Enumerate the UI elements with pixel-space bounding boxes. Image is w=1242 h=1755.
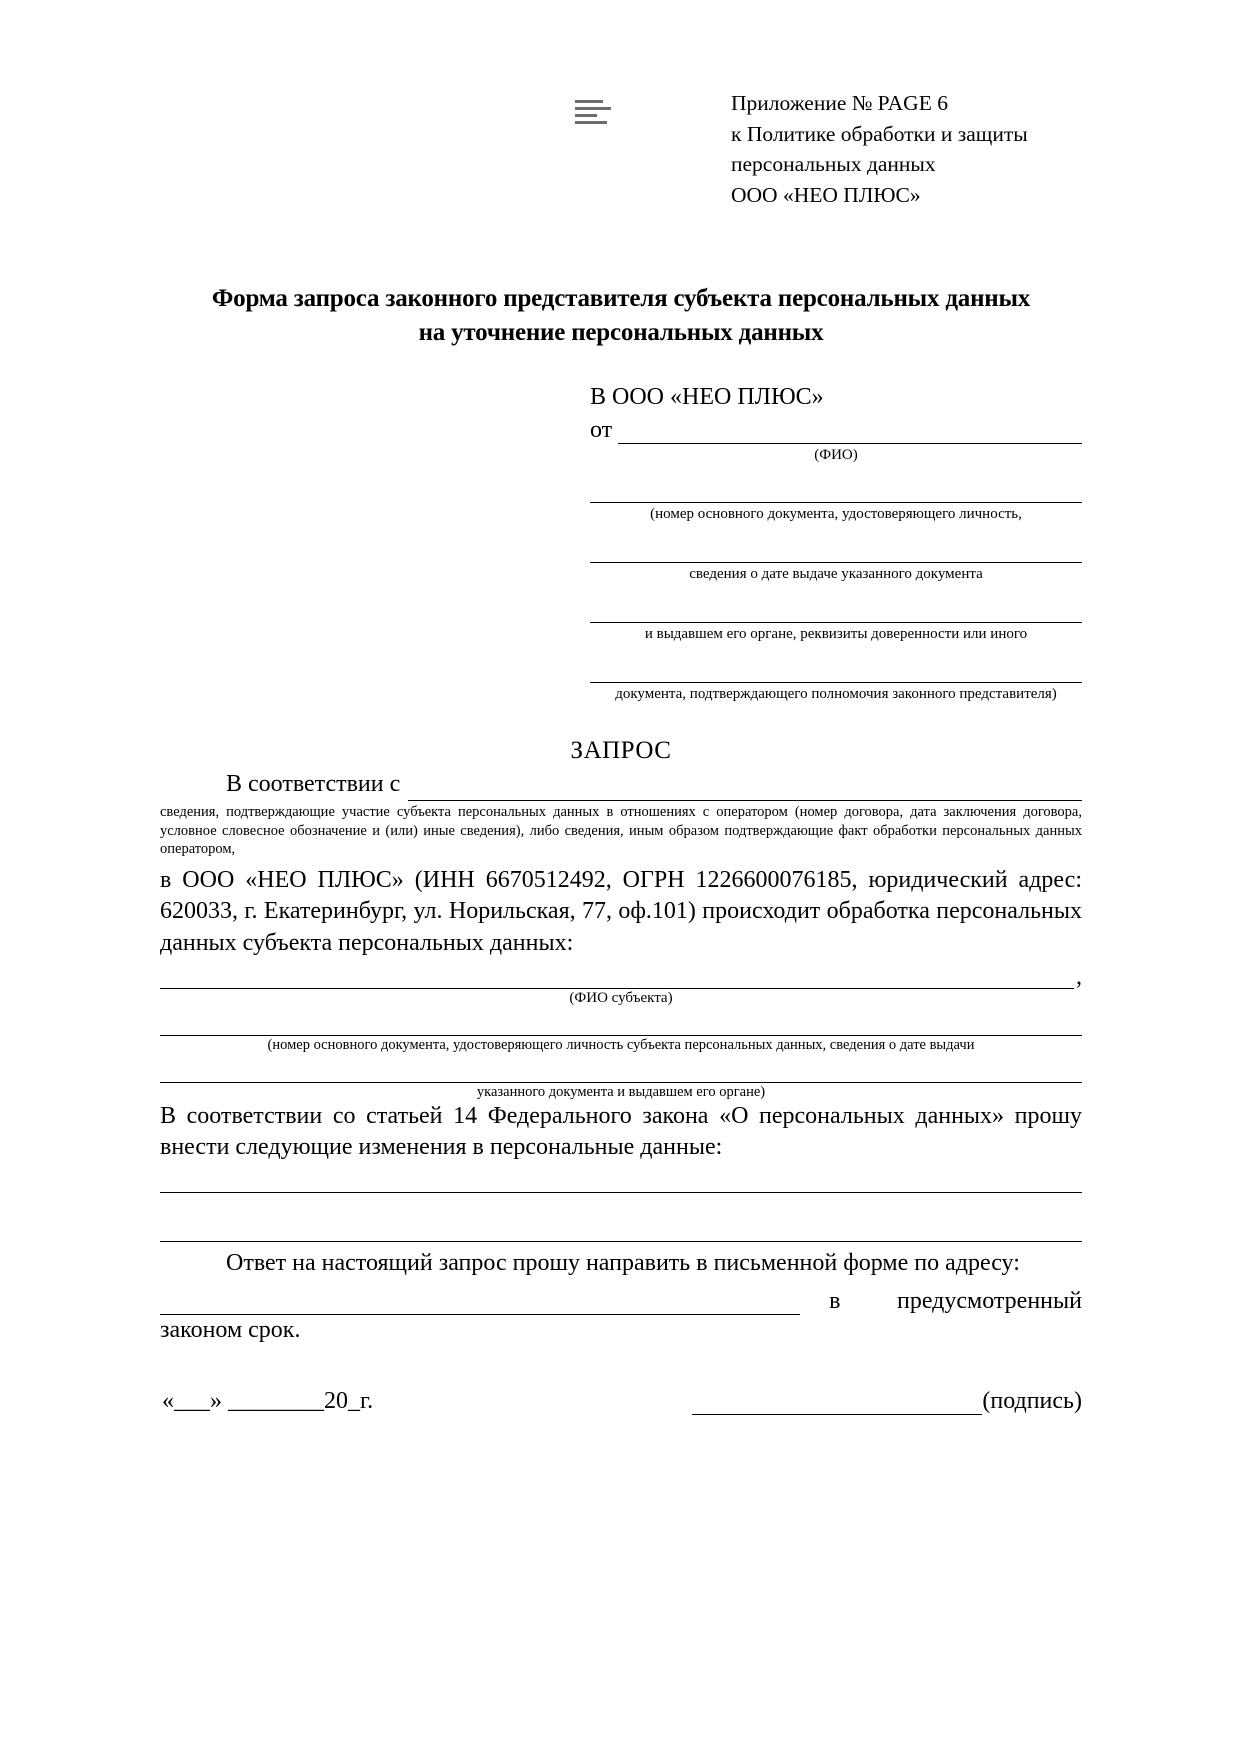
addressee-doc-date-field	[590, 542, 1082, 584]
doc-date-input[interactable]	[590, 542, 1082, 563]
doc-number-input[interactable]	[590, 482, 1082, 503]
addressee-doc-powers-field	[590, 662, 1082, 704]
addressee-company: В ООО «НЕО ПЛЮС»	[590, 383, 824, 410]
document-logo-icon	[575, 100, 645, 128]
subject-fio-input[interactable]	[160, 966, 1074, 989]
operator-paragraph: в ООО «НЕО ПЛЮС» (ИНН 6670512492, ОГРН 1226600076185, юридический адрес: 620033, г. Екатеринбург, ул. Норильская, 77, оф.101) происходит обработка персональных данных субъекта персональных данных:	[160, 866, 1082, 956]
request-basis-note: сведения, подтверждающие участие субъекта персональных данных в отношениях с оператором (номер договора, дата заключения договора, условное словесное обозначение и (или) иные сведения), либо сведения, иным образом подтверждающие факт обработки персональных данных оператором,	[160, 803, 1082, 858]
answer-word: в	[829, 1287, 841, 1314]
caption-doc-powers: документа, подтверждающего полномочия законного представителя)	[615, 685, 1057, 702]
addressee-doc-organ-field	[590, 602, 1082, 644]
request-basis-input[interactable]	[408, 780, 1082, 801]
addressee-doc-number-field	[590, 482, 1082, 524]
law-paragraph: В соответствии со статьей 14 Федерального закона «О персональных данных» прошу внести следующие изменения в персональные данные:	[160, 1102, 1082, 1161]
addressee-from-row	[590, 417, 1082, 444]
doc-powers-input[interactable]	[590, 662, 1082, 683]
subject-fio-comma: ,	[1076, 963, 1082, 990]
subject-fio-row	[160, 960, 1082, 989]
from-fio-input[interactable]	[618, 423, 1082, 444]
page-title	[160, 282, 1082, 350]
signature-row	[160, 1388, 1082, 1415]
from-label: от	[590, 416, 613, 443]
caption-doc-number: (номер основного документа, удостоверяющего личность,	[650, 506, 1022, 523]
answer-tail: предусмотренный	[896, 1287, 1082, 1314]
request-intro-row	[160, 769, 1082, 801]
signature-date-input[interactable]: «___» ________20_г.	[162, 1388, 374, 1415]
appendix-line-1: Приложение № PAGE 6	[731, 91, 948, 115]
subject-doc-input[interactable]	[160, 1013, 1082, 1036]
signature-label: (подпись)	[982, 1388, 1082, 1415]
page-title-line-2: на уточнение персональных данных	[418, 318, 824, 346]
answer-address-row	[160, 1288, 1082, 1315]
caption-doc-date: сведения о дате выдаче указанного документа	[689, 566, 983, 583]
appendix-line-4: ООО «НЕО ПЛЮС»	[731, 182, 921, 207]
caption-doc-organ: и выдавшем его органе, реквизиты доверенности или иного	[644, 625, 1028, 642]
caption-subject-doc2: указанного документа и выдавшем его органе)	[476, 1083, 766, 1100]
caption-subject-fio: (ФИО субъекта)	[569, 989, 673, 1006]
request-intro-label: В соответствии с	[226, 771, 401, 798]
caption-fio: (ФИО)	[814, 446, 858, 463]
page-title-line-1: Форма запроса законного представителя субъекта персональных данных	[211, 285, 1031, 313]
caption-subject-doc: (номер основного документа, удостоверяющего личность субъекта персональных данных, сведения о дате выдачи	[267, 1036, 975, 1053]
appendix-line-3: персональных данных	[731, 152, 936, 177]
changes-input-line-1[interactable]	[160, 1170, 1082, 1193]
answer-last-line: законом срок.	[160, 1316, 301, 1343]
appendix-reference	[731, 88, 1028, 210]
changes-input-line-2[interactable]	[160, 1219, 1082, 1242]
answer-address-text: Ответ на настоящий запрос прошу направить в письменной форме по адресу:	[226, 1249, 1020, 1276]
subject-doc-organ-input[interactable]	[160, 1060, 1082, 1083]
document-header	[160, 0, 1082, 210]
doc-organ-input[interactable]	[590, 602, 1082, 623]
signature-input[interactable]	[692, 1394, 982, 1415]
appendix-line-2: к Политике обработки и защиты	[731, 121, 1028, 146]
answer-address-input[interactable]	[160, 1294, 800, 1315]
addressee-block	[590, 384, 1082, 704]
request-heading: ЗАПРОС	[570, 737, 672, 765]
